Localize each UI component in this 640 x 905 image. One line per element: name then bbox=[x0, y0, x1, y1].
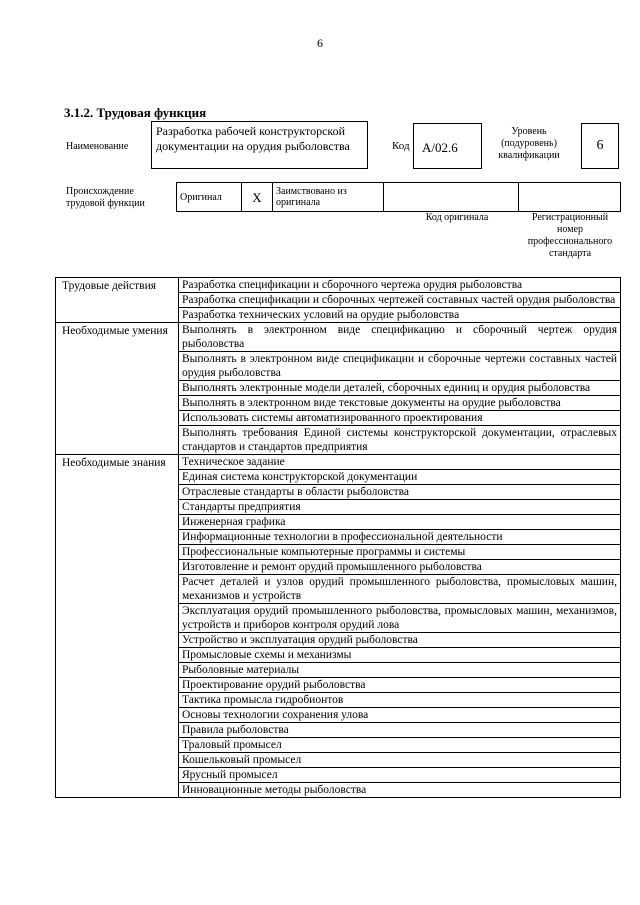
section-item: Эксплуатация орудий промышленного рыболовства, промысловых машин, механизмов, устройств и приборов контроля орудий лова bbox=[179, 604, 621, 633]
origin-table bbox=[176, 182, 621, 212]
table-row bbox=[56, 278, 621, 293]
section-item: Основы технологии сохранения улова bbox=[179, 708, 621, 723]
section-item: Разработка спецификации и сборочного чертежа орудия рыболовства bbox=[179, 278, 621, 293]
section-item: Правила рыболовства bbox=[179, 723, 621, 738]
section-item: Выполнять электронные модели деталей, сборочных единиц и орудия рыболовства bbox=[179, 381, 621, 396]
origin-label: Происхождение трудовой функции bbox=[66, 186, 145, 209]
borrowed-label: Заимствовано из оригинала bbox=[273, 183, 384, 212]
section-item: Информационные технологии в профессиональной деятельности bbox=[179, 530, 621, 545]
section-item: Отраслевые стандарты в области рыболовства bbox=[179, 485, 621, 500]
section-item: Разработка технических условий на орудие рыболовства bbox=[179, 308, 621, 323]
reg-number-caption: Регистрационный номер профессионального стандарта bbox=[527, 212, 613, 259]
code-label: Код bbox=[392, 140, 410, 152]
section-item: Стандарты предприятия bbox=[179, 500, 621, 515]
function-name-box: Разработка рабочей конструкторской документации на орудия рыболовства bbox=[151, 121, 368, 169]
section-item: Рыболовные материалы bbox=[179, 663, 621, 678]
section-category: Трудовые действия bbox=[56, 278, 179, 323]
section-item: Использовать системы автоматизированного проектирования bbox=[179, 411, 621, 426]
section-item: Единая система конструкторской документации bbox=[179, 470, 621, 485]
section-item: Инженерная графика bbox=[179, 515, 621, 530]
section-item: Кошельковый промысел bbox=[179, 753, 621, 768]
original-label: Оригинал bbox=[177, 183, 242, 212]
level-box: 6 bbox=[581, 123, 619, 169]
section-item: Выполнять требования Единой системы конструкторской документации, отраслевых стандартов и стандартов предприятия bbox=[179, 426, 621, 455]
section-item: Проектирование орудий рыболовства bbox=[179, 678, 621, 693]
section-item: Устройство и эксплуатация орудий рыболовства bbox=[179, 633, 621, 648]
section-item: Профессиональные компьютерные программы и системы bbox=[179, 545, 621, 560]
section-item: Траловый промысел bbox=[179, 738, 621, 753]
table-row bbox=[56, 455, 621, 470]
section-item: Инновационные методы рыболовства bbox=[179, 783, 621, 798]
section-item: Разработка спецификации и сборочных чертежей составных частей орудия рыболовства bbox=[179, 293, 621, 308]
section-item: Ярусный промысел bbox=[179, 768, 621, 783]
code-original-cell bbox=[384, 183, 519, 212]
section-item: Выполнять в электронном виде спецификации и сборочные чертежи составных частей орудия рыболовства bbox=[179, 352, 621, 381]
section-item: Выполнять в электронном виде текстовые документы на орудие рыболовства bbox=[179, 396, 621, 411]
page-number: 6 bbox=[317, 36, 323, 50]
function-table-body bbox=[56, 278, 621, 798]
section-item: Тактика промысла гидробионтов bbox=[179, 693, 621, 708]
original-mark: X bbox=[242, 183, 273, 212]
function-table bbox=[55, 277, 621, 798]
section-item: Расчет деталей и узлов орудий промышленного рыболовства, промысловых машин, механизмов и устройств bbox=[179, 575, 621, 604]
code-original-caption: Код оригинала bbox=[425, 212, 489, 223]
section-title: 3.1.2. Трудовая функция bbox=[64, 105, 207, 120]
level-label: Уровень (подуровень) квалификации bbox=[498, 126, 560, 161]
section-category: Необходимые умения bbox=[56, 323, 179, 455]
section-item: Промысловые схемы и механизмы bbox=[179, 648, 621, 663]
code-box: А/02.6 bbox=[413, 123, 482, 169]
reg-number-cell bbox=[519, 183, 621, 212]
section-category: Необходимые знания bbox=[56, 455, 179, 798]
name-label: Наименование bbox=[66, 141, 129, 152]
table-row bbox=[56, 323, 621, 352]
section-item: Техническое задание bbox=[179, 455, 621, 470]
section-item: Выполнять в электронном виде спецификацию и сборочный чертеж орудия рыболовства bbox=[179, 323, 621, 352]
section-item: Изготовление и ремонт орудий промышленного рыболовства bbox=[179, 560, 621, 575]
